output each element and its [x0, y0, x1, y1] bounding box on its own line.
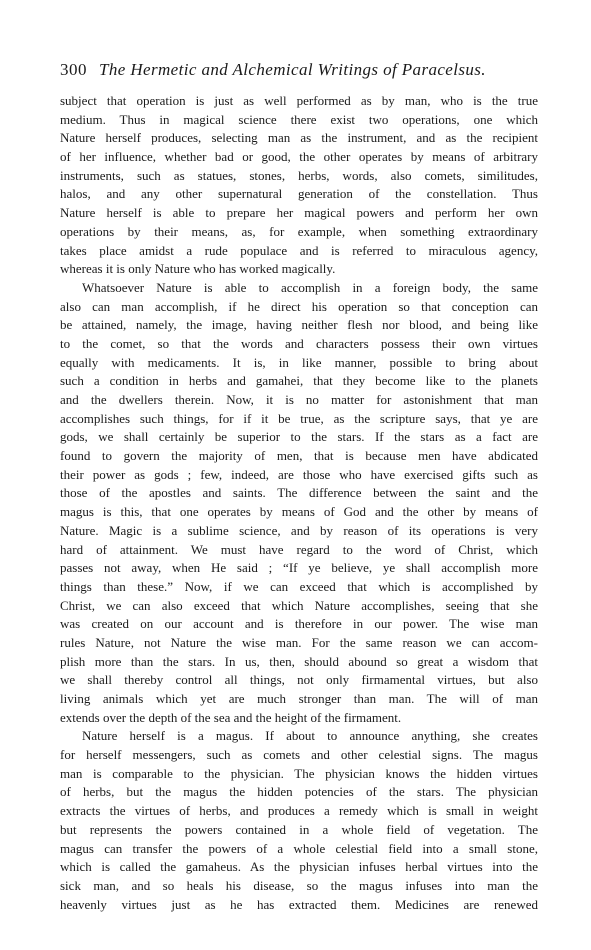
text-line: takes place amidst a rude populace and is referred to miraculous agency, [60, 242, 538, 258]
text-line: magus can transfer the powers of a whole celestial field into a small stone, [60, 840, 538, 856]
text-line: operations by their means, as, for example, when something extraordinary [60, 223, 538, 239]
text-line: subject that operation is just as well performed as by man, who is the true [60, 93, 538, 108]
text-line: those of the apostles and saints. The difference between the saint and the [60, 485, 538, 501]
paragraph [60, 727, 538, 914]
text-line: plish more than the stars. In us, then, should abound so great a wisdom that [60, 653, 538, 669]
text-line: was created on our account and is therefore in our power. The wise man [60, 616, 538, 632]
text-line: rules Nature, not Nature the wise man. For the same reason we can accom- [60, 634, 538, 650]
text-line: extends over the depth of the sea and the height of the firmament. [60, 709, 402, 725]
text-line: for herself messengers, such as comets and other celestial signs. The magus [60, 747, 538, 763]
text-line: man is comparable to the physician. The physician knows the hidden virtues [60, 765, 538, 781]
body-text [60, 92, 538, 914]
running-header [60, 60, 538, 90]
text-line: sick man, and so heals his disease, so the magus infuses into man the [60, 877, 538, 893]
text-line: Nature herself is a magus. If about to announce anything, she creates [82, 728, 538, 744]
text-line: equally with medicaments. It is, in like manner, possible to bring about [60, 354, 538, 370]
page-number: 300 [60, 60, 87, 79]
text-line: accomplishes such things, for if it be true, as the scripture says, that ye are [60, 410, 538, 426]
text-line: living animals which yet are much stronger than man. The will of man [60, 691, 538, 706]
text-line: which is called the gamaheus. As the physician infuses herbal virtues into the [60, 859, 538, 875]
text-line: things than these.” Now, if we can exceed that which is accomplished by [60, 578, 538, 594]
text-line: of herbs, but the magus the hidden potencies of the stars. The physician [60, 784, 538, 800]
paragraph [60, 279, 538, 728]
text-line: whereas it is only Nature who has worked magically. [60, 261, 336, 277]
text-line: gods, we shall certainly be superior to the stars. If the stars as a fact are [60, 429, 538, 445]
text-line: passes not away, when He said ; “If ye believe, ye shall accomplish more [60, 560, 538, 576]
text-line: their power as gods ; few, indeed, are those who have exercised gifts such as [60, 466, 538, 482]
text-line: halos, and any other supernatural generation of the constellation. Thus [60, 186, 538, 202]
book-page [60, 60, 538, 914]
text-line: Nature herself is able to prepare her magical powers and perform her own [60, 205, 538, 221]
text-line: we shall thereby control all things, not only firmamental virtues, but also [60, 672, 538, 688]
text-line: magus is this, that one operates by means of God and the other by means of [60, 504, 538, 520]
running-title: The Hermetic and Alchemical Writings of Paracelsus. [99, 60, 486, 79]
text-line: and the dwellers therein. Now, it is no matter for astonishment that man [60, 392, 538, 407]
text-line: found to govern the majority of men, that is because men have abdicated [60, 448, 538, 464]
text-line: hard of attainment. We must have regard to the word of Christ, which [60, 541, 538, 557]
text-line: extracts the virtues of herbs, and produces a remedy which is small in weight [60, 803, 538, 819]
text-line: instruments, such as statues, stones, herbs, words, also comets, similitudes, [60, 167, 538, 183]
text-line: Whatsoever Nature is able to accomplish in a foreign body, the same [82, 279, 538, 295]
text-line: heavenly virtues just as he has extracted them. Medicines are renewed [60, 896, 538, 912]
text-line: Nature. Magic is a sublime science, and by reason of its operations is very [60, 522, 538, 538]
text-line: of her influence, whether bad or good, the other operates by means of arbitrary [60, 149, 538, 165]
text-line: be attained, namely, the image, having neither flesh nor blood, and being like [60, 317, 538, 333]
text-line: medium. Thus in magical science there exist two operations, one which [60, 111, 538, 127]
paragraph [60, 92, 538, 279]
text-line: such a condition in herbs and gamahei, that they become like to the planets [60, 373, 538, 389]
text-line: Nature herself produces, selecting man as the instrument, and as the recipient [60, 130, 538, 146]
text-line: Christ, we can also exceed that which Nature accomplishes, seeing that she [60, 597, 538, 613]
text-line: also can man accomplish, if he direct his operation so that conception can [60, 298, 538, 314]
text-line: to the comet, so that the words and characters possess their own virtues [60, 335, 538, 351]
text-line: but represents the powers contained in a whole field of vegetation. The [60, 821, 538, 837]
